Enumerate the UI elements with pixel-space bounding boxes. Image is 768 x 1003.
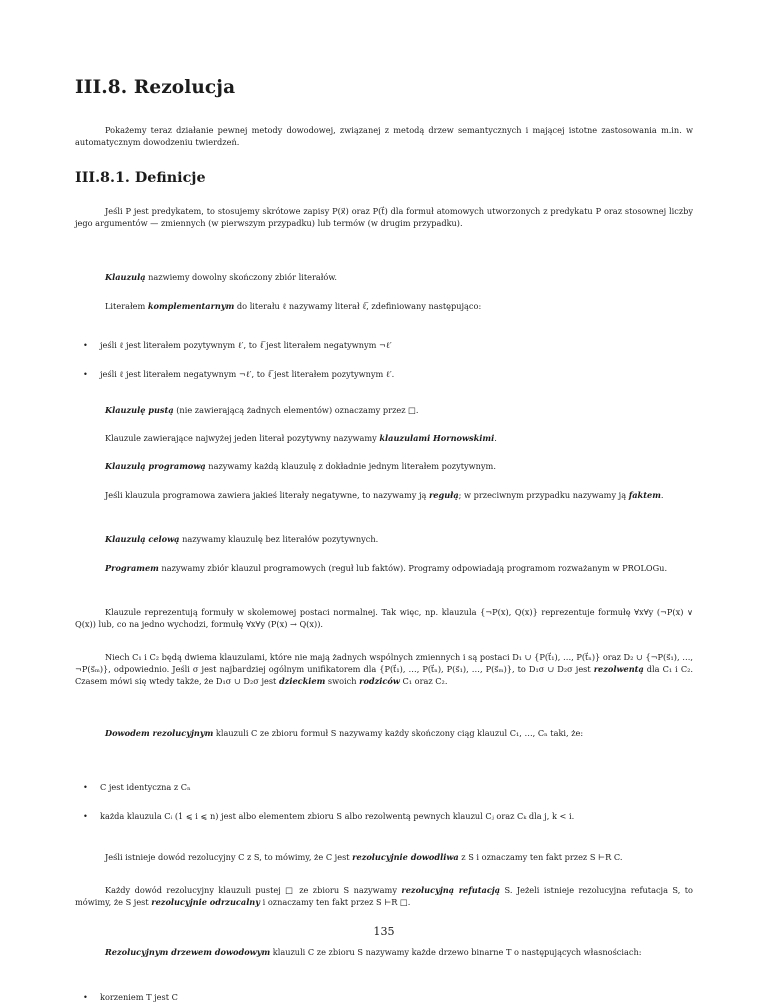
bullet-icon: • xyxy=(83,811,88,821)
defined-term: Klauzulą celową xyxy=(105,534,180,544)
defined-term: rezolwentą xyxy=(593,664,644,675)
definition-text: nazywamy zbiór klauzul programowych (reguł lub faktów). Programy odpowiadają programom rozważanym w PROLOGu. xyxy=(158,563,668,573)
rezolwenta-definition: Niech C₁ i C₂ będą dwiema klauzulami, które nie mają żadnych wspólnych zmiennych i są postaci D₁ ∪ {P(t⃗₁), …, P(t⃗ₙ)} oraz D₂ ∪ {¬P(s⃗₁), …, ¬P(s⃗ₘ)}, odpowiednio. Jeśli σ jest najbardziej ogólnym unifikatorem dla {P(t⃗₁), …, P(t⃗ₙ), P(s⃗₁), …, P(s⃗ₘ)}, to D₁σ ∪ D₂σ jest rezolwentą dla C₁ i C₂. Czasem mówi się wtedy także, że D₁σ ∪ D₂σ jest dzieckiem swoich rodziców C₁ oraz C₂. xyxy=(75,652,693,687)
definition-text: do literału ℓ nazywamy literał ℓ̅, zdefiniowany następująco: xyxy=(234,301,482,311)
definition-text: nazywamy klauzulę bez literałów pozytywnych. xyxy=(179,534,379,544)
program-definition xyxy=(75,562,693,574)
defined-term: dzieckiem xyxy=(278,676,326,687)
defined-term: regułą xyxy=(428,490,459,500)
bullet-icon: • xyxy=(83,369,88,379)
defined-term: Klauzulą programową xyxy=(105,461,206,471)
programowa-definition xyxy=(75,460,693,472)
definition-text: klauzuli C ze zbioru formuł S nazywamy każdy skończony ciąg klauzul C₁, …, Cₙ taki, że: xyxy=(213,728,584,738)
definition-text: (nie zawierającą żadnych elementów) oznaczamy przez □. xyxy=(173,405,419,415)
skolem-paragraph: Klauzule reprezentują formuły w skolemowej postaci normalnej. Tak więc, np. klauzula {¬P(x), Q(x)} reprezentuje formułę ∀x∀y (¬P(x) ∨ Q(x)) lub, co na jedno wychodzi, formułę ∀x∀y (P(x) → Q(x)). xyxy=(75,607,693,630)
list-item-text: jeśli ℓ jest literałem pozytywnym ℓ′, to ℓ̅ jest literałem negatywnym ¬ℓ′ xyxy=(100,340,392,350)
defined-term: Klauzulę pustą xyxy=(105,405,174,415)
defined-term: klauzulami Hornowskimi xyxy=(379,433,495,443)
definition-text: nazwiemy dowolny skończony zbiór literałów. xyxy=(145,272,337,282)
defined-term: rezolucyjnie dowodliwa xyxy=(352,852,459,862)
dowod-definition xyxy=(75,727,693,739)
list-item-text: jeśli ℓ jest literałem negatywnym ¬ℓ′, to ℓ̅ jest literałem pozytywnym ℓ′. xyxy=(100,369,395,379)
komplementarny-definition xyxy=(75,300,693,312)
intro-paragraph: Pokażemy teraz działanie pewnej metody dowodowej, związanej z metodą drzew semantycznych i mającej istotne zastosowania m.in. w automatycznym dowodzeniu twierdzeń. xyxy=(75,125,693,148)
regula-definition: Jeśli klauzula programowa zawiera jakieś literały negatywne, to nazywamy ją regułą; w przeciwnym przypadku nazywamy ją faktem. xyxy=(105,490,664,500)
page-number: 135 xyxy=(373,925,395,938)
pusta-definition xyxy=(75,404,693,416)
bullet-icon: • xyxy=(83,782,88,792)
defined-term: rezolucyjną refutacją xyxy=(401,885,501,895)
celowa-definition xyxy=(75,533,693,545)
defined-term: komplementarnym xyxy=(147,301,235,311)
defined-term: Dowodem rezolucyjnym xyxy=(105,728,214,738)
horn-definition: Klauzule zawierające najwyżej jeden literał pozytywny nazywamy klauzulami Hornowskimi. xyxy=(105,433,497,443)
dowodliwa-definition: Jeśli istnieje dowód rezolucyjny C z S, to mówimy, że C jest rezolucyjnie dowodliwa z S i oznaczamy ten fakt przez S ⊢R C. xyxy=(105,852,623,862)
list-item-text: C jest identyczna z Cₙ xyxy=(100,782,191,792)
list-item-text: korzeniem T jest C xyxy=(100,992,178,1002)
bullet-icon: • xyxy=(83,340,88,350)
section-title: III.8. Rezolucja xyxy=(75,77,236,98)
defined-term: rezolucyjnie odrzucalny xyxy=(151,897,261,908)
predicates-paragraph: Jeśli P jest predykatem, to stosujemy skrótowe zapisy P(x⃗) oraz P(t⃗) dla formuł atomowych utworzonych z predykatu P oraz stosownej liczby jego argumentów — zmiennych (w pierwszym przypadku) lub termów (w drugim przypadku). xyxy=(75,206,693,229)
refutacja-definition: Każdy dowód rezolucyjny klauzuli pustej □ ze zbioru S nazywamy rezolucyjną refutacją S. Jeżeli istnieje rezolucyjna refutacja S, to mówimy, że S jest rezolucyjnie odrzucalny i oznaczamy ten fakt przez S ⊢R □. xyxy=(75,885,693,908)
defined-term: Rezolucyjnym drzewem dowodowym xyxy=(105,947,271,957)
bullet-icon: • xyxy=(83,992,88,1002)
klauzula-definition xyxy=(75,271,693,283)
definition-text: Literałem xyxy=(105,301,148,311)
defined-term: Klauzulą xyxy=(105,272,146,282)
subsection-title: III.8.1. Definicje xyxy=(75,170,206,186)
definition-text: nazywamy każdą klauzulę z dokładnie jednym literałem pozytywnym. xyxy=(205,461,496,471)
definition-text: Klauzule zawierające najwyżej jeden literał pozytywny nazywamy xyxy=(105,433,380,443)
defined-term: faktem xyxy=(628,490,661,500)
definition-text: klauzuli C ze zbioru S nazywamy każde drzewo binarne T o następujących własnościach: xyxy=(270,947,642,957)
drzewo-definition xyxy=(75,946,693,958)
defined-term: rodziców xyxy=(359,676,400,687)
defined-term: Programem xyxy=(105,563,159,573)
list-item-text: każda klauzula Cᵢ (1 ⩽ i ⩽ n) jest albo elementem zbioru S albo rezolwentą pewnych klauzul Cⱼ oraz Cₖ dla j, k < i. xyxy=(100,811,575,821)
